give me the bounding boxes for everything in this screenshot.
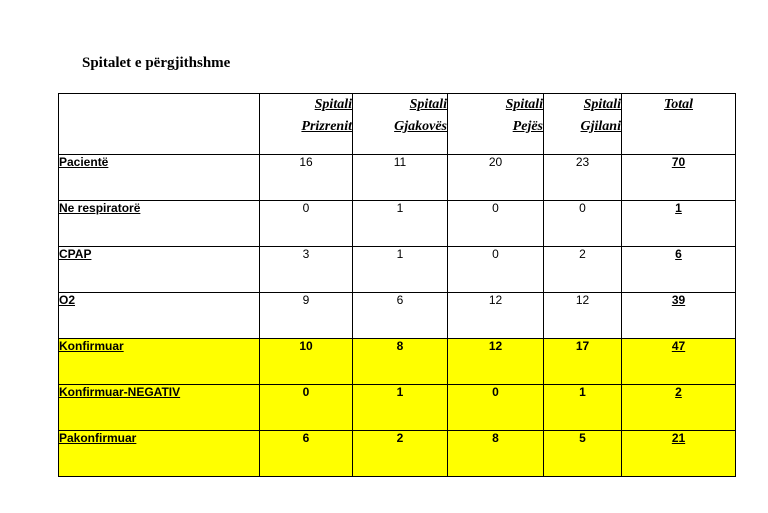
row-label: Konfirmuar xyxy=(59,339,260,385)
cell-prizren: 3 xyxy=(260,247,353,293)
cell-peja: 20 xyxy=(448,155,544,201)
cell-gjilan: 0 xyxy=(544,201,622,247)
column-header-gjilan: Spitali Gjilani xyxy=(544,94,622,155)
row-label: CPAP xyxy=(59,247,260,293)
cell-prizren: 6 xyxy=(260,431,353,477)
cell-peja: 0 xyxy=(448,247,544,293)
cell-gjakova: 1 xyxy=(353,201,448,247)
row-label: Ne respiratorë xyxy=(59,201,260,247)
cell-prizren: 9 xyxy=(260,293,353,339)
cell-peja: 0 xyxy=(448,385,544,431)
cell-total: 47 xyxy=(622,339,736,385)
row-label: O2 xyxy=(59,293,260,339)
hospital-table xyxy=(58,93,736,477)
page-title: Spitalet e përgjithshme xyxy=(82,55,231,71)
cell-prizren: 0 xyxy=(260,201,353,247)
row-label: Konfirmuar-NEGATIV xyxy=(59,385,260,431)
corner-cell xyxy=(59,94,260,155)
table-row xyxy=(59,247,736,293)
cell-gjakova: 8 xyxy=(353,339,448,385)
row-label: Pakonfirmuar xyxy=(59,431,260,477)
table-row xyxy=(59,293,736,339)
cell-gjilan: 12 xyxy=(544,293,622,339)
cell-gjakova: 1 xyxy=(353,385,448,431)
column-header-peja: Spitali Pejës xyxy=(448,94,544,155)
cell-gjakova: 6 xyxy=(353,293,448,339)
cell-total: 2 xyxy=(622,385,736,431)
cell-prizren: 10 xyxy=(260,339,353,385)
cell-gjilan: 1 xyxy=(544,385,622,431)
cell-gjakova: 2 xyxy=(353,431,448,477)
table-row xyxy=(59,155,736,201)
table-row xyxy=(59,201,736,247)
cell-gjakova: 1 xyxy=(353,247,448,293)
cell-peja: 12 xyxy=(448,293,544,339)
row-label: Pacientë xyxy=(59,155,260,201)
cell-peja: 8 xyxy=(448,431,544,477)
cell-total: 1 xyxy=(622,201,736,247)
table-row xyxy=(59,431,736,477)
cell-gjilan: 2 xyxy=(544,247,622,293)
cell-total: 6 xyxy=(622,247,736,293)
cell-prizren: 16 xyxy=(260,155,353,201)
cell-peja: 0 xyxy=(448,201,544,247)
cell-peja: 12 xyxy=(448,339,544,385)
table-row xyxy=(59,385,736,431)
cell-total: 39 xyxy=(622,293,736,339)
column-header-total: Total xyxy=(622,94,736,155)
cell-total: 70 xyxy=(622,155,736,201)
column-header-prizren: Spitali Prizrenit xyxy=(260,94,353,155)
header-row xyxy=(59,94,736,155)
column-header-gjakova: Spitali Gjakovës xyxy=(353,94,448,155)
cell-gjilan: 5 xyxy=(544,431,622,477)
cell-prizren: 0 xyxy=(260,385,353,431)
cell-gjilan: 17 xyxy=(544,339,622,385)
cell-total: 21 xyxy=(622,431,736,477)
cell-gjakova: 11 xyxy=(353,155,448,201)
table-row xyxy=(59,339,736,385)
cell-gjilan: 23 xyxy=(544,155,622,201)
